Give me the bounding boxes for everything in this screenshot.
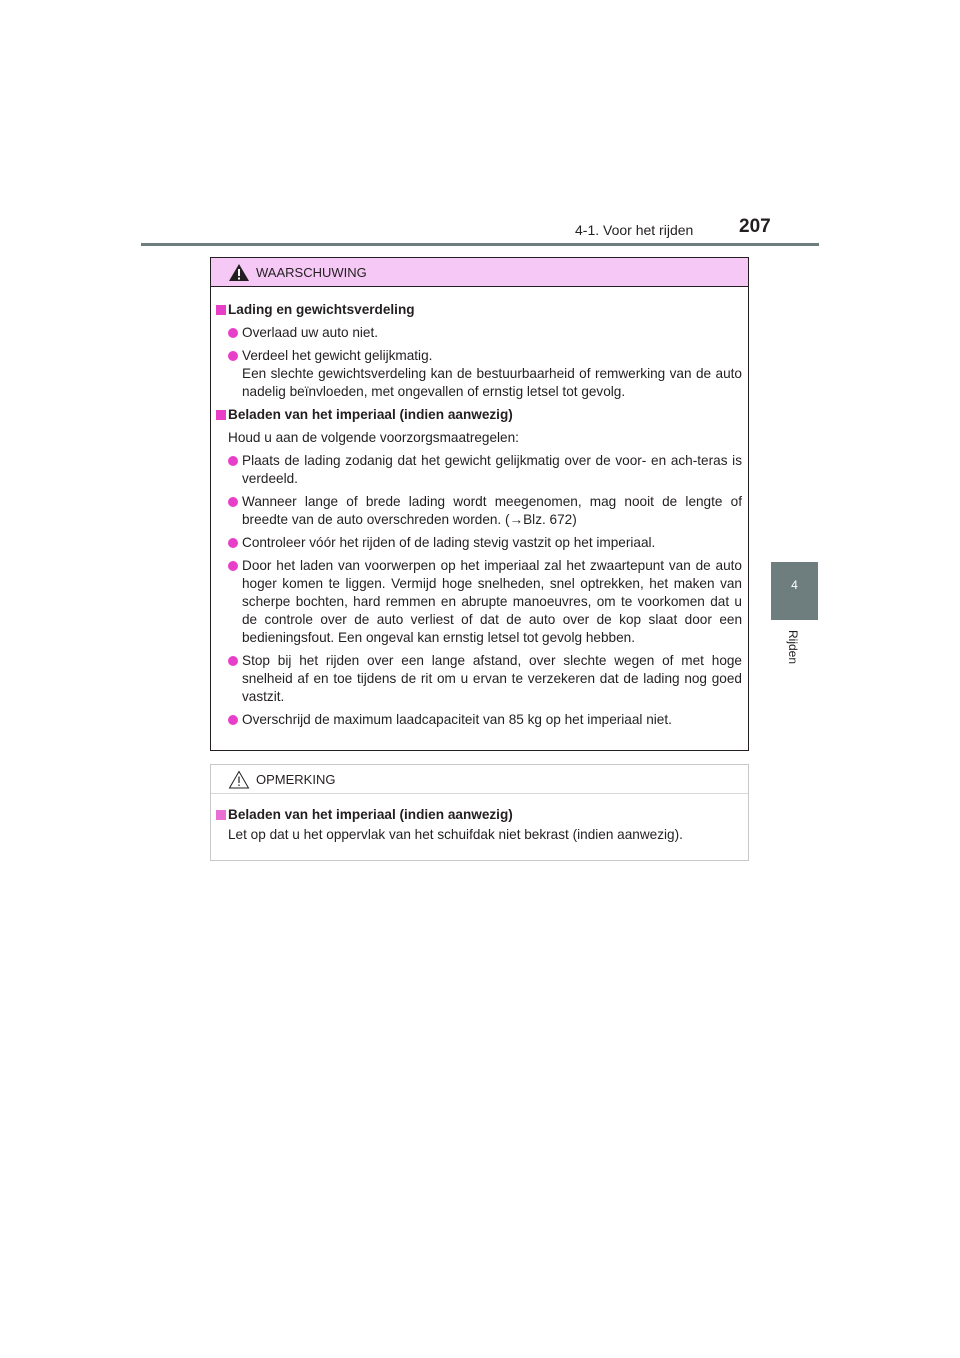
warning-heading-load <box>211 301 748 319</box>
list-item <box>211 452 748 488</box>
chapter-label: Rijden <box>786 630 800 665</box>
square-bullet-icon <box>216 305 226 315</box>
notice-content <box>211 806 748 844</box>
list-item-text: Overschrijd de maximum laadcapaciteit van 85 kg op het imperiaal niet. <box>242 712 672 727</box>
heading-text: Lading en gewichtsverdeling <box>228 302 415 317</box>
list-item <box>211 493 748 529</box>
bullet-dot-icon <box>228 497 238 507</box>
bullet-dot-icon <box>228 328 238 338</box>
bullet-dot-icon <box>228 538 238 548</box>
square-bullet-icon <box>216 810 226 820</box>
warning-heading-roofrack <box>211 406 748 424</box>
notice-box <box>210 764 749 861</box>
header-rule <box>141 243 819 246</box>
list-item-text: Verdeel het gewicht gelijkmatig. <box>242 348 433 363</box>
list-item <box>211 652 748 706</box>
list-item <box>211 557 748 647</box>
list-item <box>211 324 748 342</box>
square-bullet-icon <box>216 410 226 420</box>
section-title: 4-1. Voor het rijden <box>575 222 694 238</box>
warning-box <box>210 257 749 751</box>
list-item <box>211 347 748 401</box>
bullet-dot-icon <box>228 561 238 571</box>
list-item-text: Plaats de lading zodanig dat het gewicht gelijkmatig over de voor- en ach-teras is verdeeld. <box>242 453 742 486</box>
bullet-dot-icon <box>228 456 238 466</box>
chapter-number: 4 <box>791 578 798 592</box>
list-item-detail: Een slechte gewichtsverdeling kan de bestuurbaarheid of remwerking van de auto nadelig beïnvloeden, met ongevallen of ernstig letsel tot gevolg. <box>242 366 742 399</box>
warning-triangle-icon <box>228 263 250 282</box>
list-item-text: Wanneer lange of brede lading wordt meegenomen, mag nooit de lengte of breedte van de auto overschreden worden. (→Blz. 672) <box>242 494 742 527</box>
notice-body: Let op dat u het oppervlak van het schuifdak niet bekrast (indien aanwezig). <box>228 827 683 842</box>
notice-title: OPMERKING <box>256 772 336 787</box>
list-item-text: Door het laden van voorwerpen op het imperiaal zal het zwaartepunt van de auto hoger komen te liggen. Vermijd hoge snelheden, snel optrekken, het maken van scherpe bochten, hard remmen en abrupte manoeuvres, om te voorkomen dat u de controle over de auto verliest of dat de auto over de kop slaat door een bedieningsfout. Een ongeval kan ernstig letsel tot gevolg hebben. <box>242 558 742 645</box>
list-item <box>211 534 748 552</box>
list-item <box>211 711 748 729</box>
bullet-dot-icon <box>228 715 238 725</box>
caution-triangle-outline-icon <box>228 770 250 789</box>
bullet-dot-icon <box>228 656 238 666</box>
warning-title: WAARSCHUWING <box>256 265 367 280</box>
chapter-tab[interactable] <box>771 562 818 620</box>
list-item-text: Stop bij het rijden over een lange afstand, over slechte wegen of met hoge snelheid af en toe tijdens de rit om u ervan te verzekeren dat de lading nog goed vastzit. <box>242 653 742 704</box>
list-item-text: Overlaad uw auto niet. <box>242 325 379 340</box>
list-item-text: Controleer vóór het rijden of de lading stevig vastzit op het imperiaal. <box>242 535 656 550</box>
heading-text: Beladen van het imperiaal (indien aanwezig) <box>228 407 513 422</box>
warning-content <box>211 301 748 734</box>
page-number: 207 <box>739 216 771 237</box>
bullet-dot-icon <box>228 351 238 361</box>
notice-heading <box>211 806 748 824</box>
notice-header <box>211 765 748 794</box>
warning-header <box>211 258 748 287</box>
section-intro: Houd u aan de volgende voorzorgsmaatregelen: <box>228 430 519 445</box>
heading-text: Beladen van het imperiaal (indien aanwezig) <box>228 807 513 822</box>
